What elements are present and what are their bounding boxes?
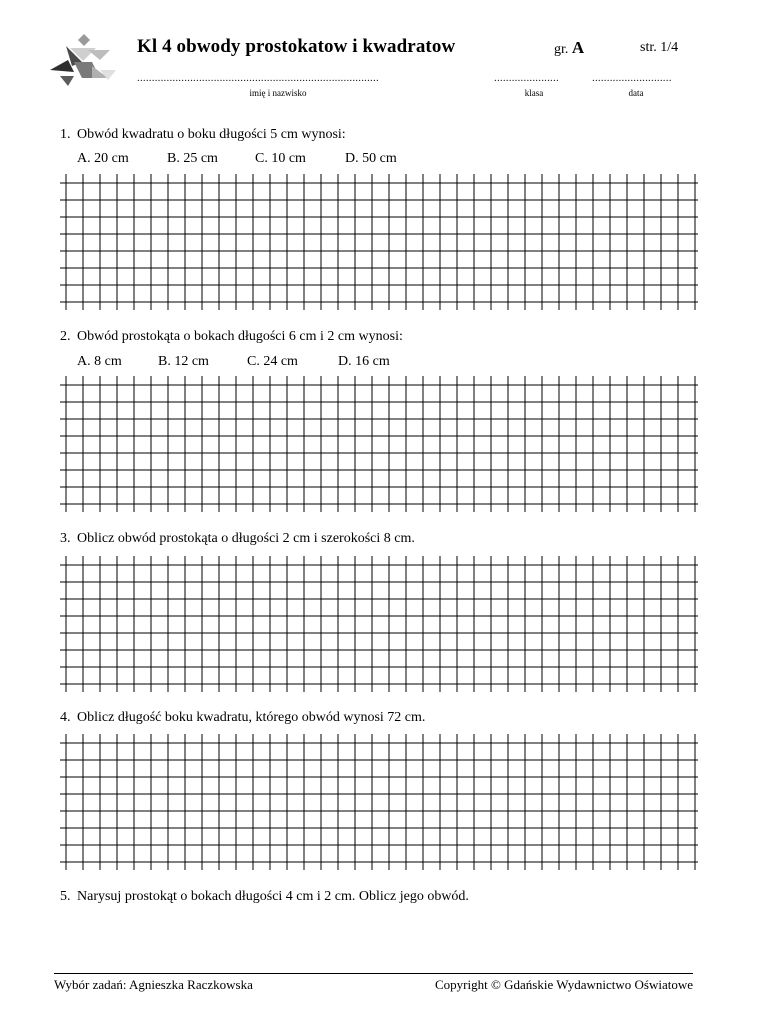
question-text: Oblicz długość boku kwadratu, którego obwód wynosi 72 cm. — [77, 710, 426, 725]
option-d[interactable]: D. 16 cm — [338, 354, 390, 369]
date-field-dots[interactable]: ........................... — [592, 72, 672, 84]
question-4 — [60, 710, 425, 726]
class-field-label: klasa — [524, 88, 544, 98]
question-5 — [60, 889, 469, 905]
group-prefix: gr. — [554, 42, 569, 57]
question-text: Oblicz obwód prostokąta o długości 2 cm i szerokości 8 cm. — [77, 531, 415, 546]
squared-grid-2[interactable] — [58, 376, 698, 512]
squared-grid-4[interactable] — [58, 734, 698, 870]
name-field-label: imię i nazwisko — [249, 88, 307, 98]
worksheet-title: Kl 4 obwody prostokatow i kwadratow — [137, 36, 456, 57]
question-1 — [60, 127, 346, 143]
option-c[interactable]: C. 10 cm — [255, 151, 306, 166]
option-b[interactable]: B. 25 cm — [167, 151, 218, 166]
option-c[interactable]: C. 24 cm — [247, 354, 298, 369]
group-value: A — [571, 38, 585, 57]
squared-grid-3[interactable] — [58, 556, 698, 692]
question-text: Obwód kwadratu o boku długości 5 cm wynosi: — [77, 127, 346, 142]
question-3 — [60, 531, 415, 547]
question-text: Obwód prostokąta o bokach długości 6 cm i 2 cm wynosi: — [77, 329, 403, 344]
option-a[interactable]: A. 8 cm — [77, 354, 122, 369]
date-field-label: data — [628, 88, 644, 98]
question-2 — [60, 329, 403, 345]
question-number: 2. — [60, 329, 71, 344]
footer-copyright: Copyright © Gdańskie Wydawnictwo Oświatowe — [435, 977, 693, 992]
question-number: 4. — [60, 710, 71, 725]
group-label — [554, 38, 584, 58]
tangram-logo — [48, 32, 118, 90]
option-a[interactable]: A. 20 cm — [77, 151, 129, 166]
question-text: Narysuj prostokąt o bokach długości 4 cm i 2 cm. Oblicz jego obwód. — [77, 889, 469, 904]
option-d[interactable]: D. 50 cm — [345, 151, 397, 166]
question-number: 5. — [60, 889, 71, 904]
footer-author: Wybór zadań: Agnieszka Raczkowska — [54, 977, 253, 992]
question-number: 3. — [60, 531, 71, 546]
squared-grid-1[interactable] — [58, 174, 698, 310]
question-number: 1. — [60, 127, 71, 142]
name-field-dots[interactable]: .................................................................................. — [137, 72, 379, 84]
footer-divider — [54, 973, 693, 974]
class-field-dots[interactable]: ...................... — [494, 72, 559, 84]
page-number: str. 1/4 — [640, 40, 679, 55]
option-b[interactable]: B. 12 cm — [158, 354, 209, 369]
